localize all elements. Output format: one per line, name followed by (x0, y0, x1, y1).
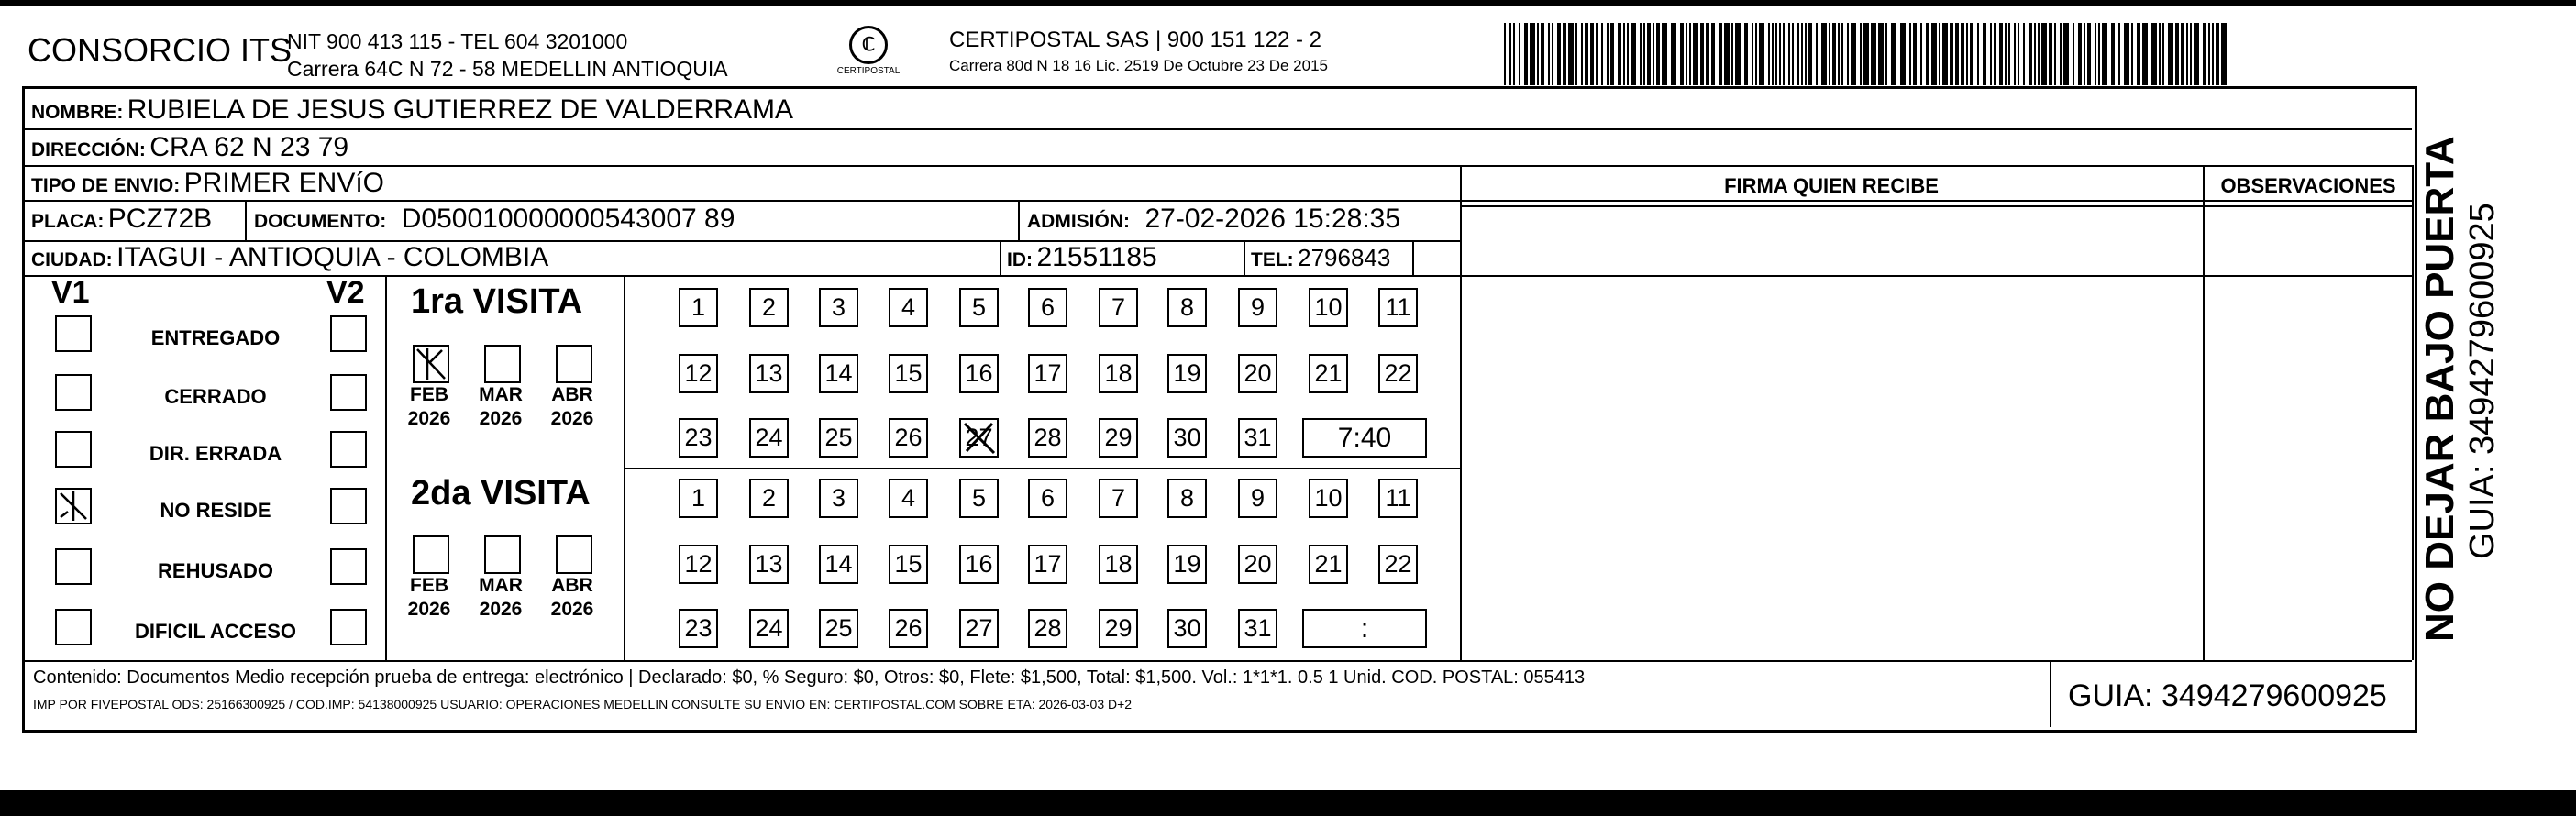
second-visit-day-4[interactable]: 4 (889, 479, 928, 518)
month-year: 2026 (407, 599, 451, 620)
address-line: Carrera 64C N 72 - 58 MEDELLIN ANTIOQUIA (287, 57, 728, 81)
no-dejar-note: NO DEJAR BAJO PUERTA (2417, 136, 2462, 642)
bottom-border (0, 790, 2576, 816)
footer-print-info: IMP POR FIVEPOSTAL ODS: 25166300925 / COD.IMP: 54138000925 USUARIO: OPERACIONES MEDELLIN CONSULTE SU ENVIO EN: CERTIPOSTAL.COM SOBRE ETA: 2026-03-03 D+2 (33, 697, 1133, 711)
nombre-row (31, 94, 793, 126)
second-visit-day-12[interactable]: 12 (679, 545, 718, 584)
certipostal-line: CERTIPOSTAL SAS | 900 151 122 - 2 (949, 28, 1321, 52)
month-year: 2026 (479, 408, 523, 429)
ciudad-label: CIUDAD: (31, 249, 113, 270)
second-visit-day-30[interactable]: 30 (1167, 609, 1207, 648)
v1-checkbox-4[interactable] (55, 488, 92, 524)
first-visit-month-label (400, 383, 459, 431)
v2-checkbox-6[interactable] (330, 609, 367, 645)
v2-checkbox-3[interactable] (330, 431, 367, 468)
first-visit-day-21[interactable]: 21 (1309, 354, 1348, 393)
first-visit-time[interactable]: 7:40 (1302, 418, 1427, 458)
first-visit-day-7[interactable]: 7 (1099, 288, 1138, 327)
second-visit-month-box-feb[interactable] (413, 535, 449, 574)
first-visit-day-10[interactable]: 10 (1309, 288, 1348, 327)
status-label-4: NO RESIDE (160, 499, 271, 522)
second-visit-day-3[interactable]: 3 (819, 479, 858, 518)
first-visit-day-22[interactable]: 22 (1378, 354, 1418, 393)
logo-text: CERTIPOSTAL (836, 66, 901, 76)
second-visit-day-24[interactable]: 24 (749, 609, 789, 648)
nombre-value: RUBIELA DE JESUS GUTIERREZ DE VALDERRAMA (127, 94, 794, 125)
placa-label: PLACA: (31, 211, 105, 232)
first-visit-month-box-mar[interactable] (484, 345, 521, 383)
id-label: ID: (1007, 249, 1033, 270)
first-visit-day-2[interactable]: 2 (749, 288, 789, 327)
observaciones-header: OBSERVACIONES (2220, 174, 2396, 197)
second-visit-month-label (471, 574, 530, 622)
placa-cell (31, 204, 212, 235)
first-visit-day-23[interactable]: 23 (679, 418, 718, 458)
status-label-1: ENTREGADO (150, 326, 281, 349)
month-year: 2026 (479, 599, 523, 620)
first-visit-month-label (471, 383, 530, 431)
barcode (1504, 23, 2228, 85)
first-visit-day-13[interactable]: 13 (749, 354, 789, 393)
direccion-row (31, 132, 348, 163)
second-visit-day-6[interactable]: 6 (1028, 479, 1067, 518)
id-value: 21551185 (1036, 242, 1157, 272)
status-label-6: DIFICIL ACCESO (134, 620, 296, 643)
status-label-5: REHUSADO (158, 559, 273, 582)
ciudad-cell (31, 242, 548, 273)
second-visit-day-28[interactable]: 28 (1028, 609, 1067, 648)
month-name: ABR (551, 575, 593, 596)
tel-label: TEL: (1251, 249, 1294, 270)
second-visit-day-31[interactable]: 31 (1238, 609, 1277, 648)
second-visit-day-5[interactable]: 5 (959, 479, 999, 518)
v2-checkbox-4[interactable] (330, 488, 367, 524)
first-visit-day-17[interactable]: 17 (1028, 354, 1067, 393)
v1-checkbox-1[interactable] (55, 315, 92, 352)
admision-cell (1027, 204, 1400, 235)
first-visit-day-18[interactable]: 18 (1099, 354, 1138, 393)
second-visit-day-19[interactable]: 19 (1167, 545, 1207, 584)
tel-cell (1251, 244, 1390, 272)
second-visit-day-25[interactable]: 25 (819, 609, 858, 648)
first-visit-day-28[interactable]: 28 (1028, 418, 1067, 458)
footer-content: Contenido: Documentos Medio recepción prueba de entrega: electrónico | Declarado: $0, % Seguro: $0, Otros: $0, Flete: $1,500, Total: $1,500. Vol.: 1*1*1. 0.5 1 Unid. COD. POSTAL: 055413 (33, 667, 1586, 688)
second-visit-day-27[interactable]: 27 (959, 609, 999, 648)
first-visit-day-16[interactable]: 16 (959, 354, 999, 393)
second-visit-day-15[interactable]: 15 (889, 545, 928, 584)
direccion-value: CRA 62 N 23 79 (149, 132, 349, 162)
certipostal-license: Carrera 80d N 18 16 Lic. 2519 De Octubre 23 De 2015 (949, 57, 1328, 74)
tel-value: 2796843 (1298, 244, 1391, 271)
second-visit-day-2[interactable]: 2 (749, 479, 789, 518)
first-visit-day-27[interactable]: 27 (959, 418, 999, 458)
first-visit-day-8[interactable]: 8 (1167, 288, 1207, 327)
month-name: FEB (410, 384, 448, 405)
v1-checkbox-2[interactable] (55, 374, 92, 411)
admision-value: 27-02-2026 15:28:35 (1144, 204, 1401, 234)
guia-number: GUIA: 3494279600925 (2068, 678, 2387, 713)
v2-header: V2 (326, 275, 365, 310)
documento-label: DOCUMENTO: (254, 211, 387, 232)
company-name: CONSORCIO ITS (28, 31, 293, 69)
second-visit-month-label (543, 574, 602, 622)
nit-line: NIT 900 413 115 - TEL 604 3201000 (287, 29, 628, 53)
certipostal-logo (830, 26, 907, 81)
v2-checkbox-2[interactable] (330, 374, 367, 411)
v1-checkbox-5[interactable] (55, 548, 92, 585)
second-visit-day-21[interactable]: 21 (1309, 545, 1348, 584)
second-visit-day-11[interactable]: 11 (1378, 479, 1418, 518)
v2-checkbox-1[interactable] (330, 315, 367, 352)
v1-checkbox-6[interactable] (55, 609, 92, 645)
first-visit-day-6[interactable]: 6 (1028, 288, 1067, 327)
first-visit-month-box-abr[interactable] (556, 345, 592, 383)
month-year: 2026 (407, 408, 451, 429)
first-visit-day-31[interactable]: 31 (1238, 418, 1277, 458)
second-visit-title: 2da VISITA (411, 474, 591, 513)
second-visit-day-1[interactable]: 1 (679, 479, 718, 518)
first-visit-day-4[interactable]: 4 (889, 288, 928, 327)
second-visit-day-26[interactable]: 26 (889, 609, 928, 648)
ciudad-value: ITAGUI - ANTIOQUIA - COLOMBIA (116, 242, 549, 272)
status-label-3: DIR. ERRADA (149, 442, 282, 465)
firma-header: FIRMA QUIEN RECIBE (1724, 174, 1939, 197)
v1-checkbox-3[interactable] (55, 431, 92, 468)
v1-header: V1 (51, 275, 90, 310)
first-visit-day-5[interactable]: 5 (959, 288, 999, 327)
top-border (0, 0, 2576, 6)
direccion-label: DIRECCIÓN: (31, 139, 146, 160)
admision-label: ADMISIÓN: (1027, 211, 1130, 232)
tipo-label: TIPO DE ENVIO: (31, 175, 181, 196)
second-visit-day-9[interactable]: 9 (1238, 479, 1277, 518)
tipo-row (31, 168, 384, 199)
first-visit-title: 1ra VISITA (411, 282, 583, 321)
first-visit-day-11[interactable]: 11 (1378, 288, 1418, 327)
second-visit-day-18[interactable]: 18 (1099, 545, 1138, 584)
second-visit-day-22[interactable]: 22 (1378, 545, 1418, 584)
first-visit-day-1[interactable]: 1 (679, 288, 718, 327)
second-visit-day-13[interactable]: 13 (749, 545, 789, 584)
documento-cell (254, 204, 735, 235)
documento-value: D050010000000543007 89 (401, 204, 735, 234)
second-visit-day-10[interactable]: 10 (1309, 479, 1348, 518)
first-visit-month-box-feb[interactable] (413, 345, 449, 383)
first-visit-day-29[interactable]: 29 (1099, 418, 1138, 458)
second-visit-day-29[interactable]: 29 (1099, 609, 1138, 648)
placa-value: PCZ72B (107, 204, 213, 234)
month-name: MAR (479, 384, 523, 405)
first-visit-day-15[interactable]: 15 (889, 354, 928, 393)
first-visit-day-9[interactable]: 9 (1238, 288, 1277, 327)
v2-checkbox-5[interactable] (330, 548, 367, 585)
second-visit-day-20[interactable]: 20 (1238, 545, 1277, 584)
logo-icon: ℂ (849, 26, 888, 64)
month-name: ABR (551, 384, 593, 405)
first-visit-month-label (543, 383, 602, 431)
first-visit-day-25[interactable]: 25 (819, 418, 858, 458)
nombre-label: NOMBRE: (31, 102, 124, 123)
second-visit-day-16[interactable]: 16 (959, 545, 999, 584)
second-visit-month-label (400, 574, 459, 622)
second-visit-time[interactable]: : (1302, 609, 1427, 648)
second-visit-month-box-abr[interactable] (556, 535, 592, 574)
month-year: 2026 (550, 599, 594, 620)
second-visit-day-8[interactable]: 8 (1167, 479, 1207, 518)
first-visit-day-20[interactable]: 20 (1238, 354, 1277, 393)
month-name: MAR (479, 575, 523, 596)
month-name: FEB (410, 575, 448, 596)
first-visit-day-3[interactable]: 3 (819, 288, 858, 327)
first-visit-day-19[interactable]: 19 (1167, 354, 1207, 393)
first-visit-day-30[interactable]: 30 (1167, 418, 1207, 458)
second-visit-day-7[interactable]: 7 (1099, 479, 1138, 518)
tipo-value: PRIMER ENVíO (183, 168, 385, 198)
status-label-2: CERRADO (164, 385, 267, 408)
second-visit-day-14[interactable]: 14 (819, 545, 858, 584)
first-visit-day-26[interactable]: 26 (889, 418, 928, 458)
second-visit-day-23[interactable]: 23 (679, 609, 718, 648)
first-visit-day-14[interactable]: 14 (819, 354, 858, 393)
month-year: 2026 (550, 408, 594, 429)
id-cell (1007, 242, 1157, 273)
second-visit-day-17[interactable]: 17 (1028, 545, 1067, 584)
side-guia: GUIA: 3494279600925 (2463, 203, 2502, 559)
second-visit-month-box-mar[interactable] (484, 535, 521, 574)
company-info (287, 28, 728, 83)
first-visit-day-24[interactable]: 24 (749, 418, 789, 458)
first-visit-day-12[interactable]: 12 (679, 354, 718, 393)
